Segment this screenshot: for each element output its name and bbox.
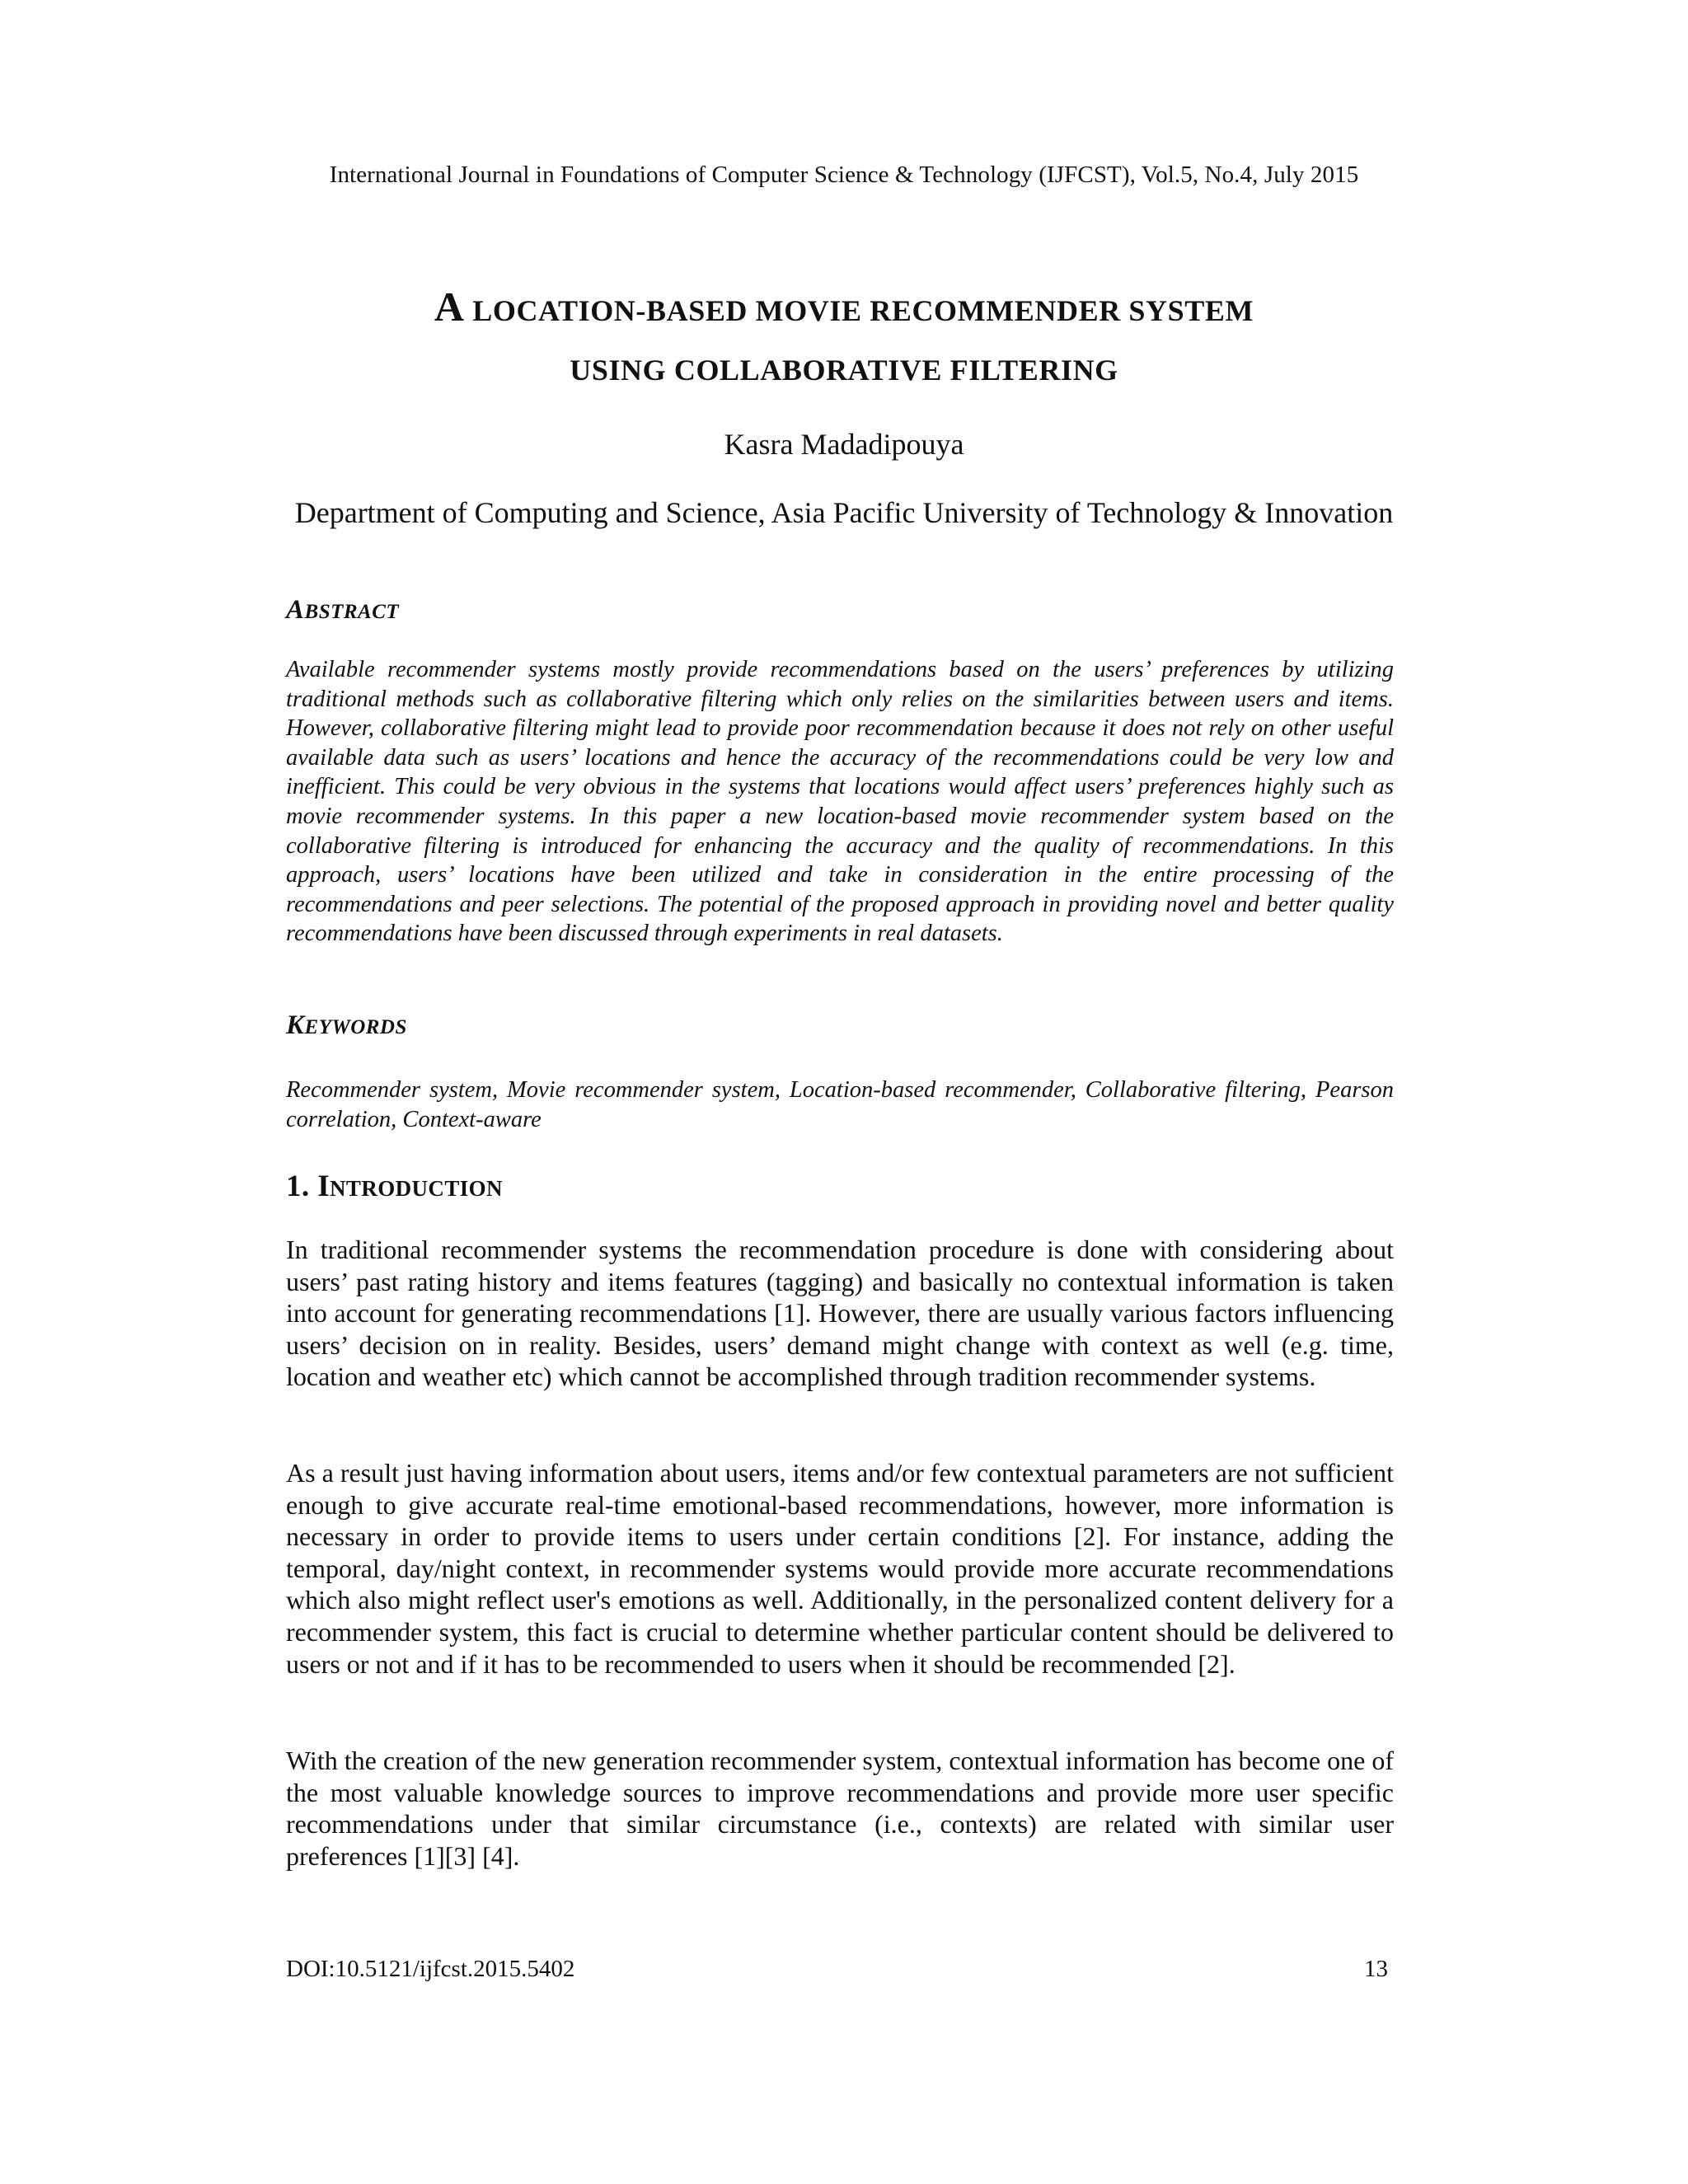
footer-doi: DOI:10.5121/ijfcst.2015.5402 <box>286 1956 575 1982</box>
title-line-2: USING COLLABORATIVE FILTERING <box>570 354 1118 387</box>
introduction-heading-initial: I <box>317 1169 331 1203</box>
abstract-heading <box>286 595 399 626</box>
keywords-heading <box>286 1010 407 1041</box>
title-initial: A <box>434 284 465 330</box>
title-line-1 <box>280 277 1408 340</box>
introduction-heading <box>286 1169 503 1204</box>
keywords-text: Recommender system, Movie recommender system, Location-based recommender, Collaborative filtering, Pearson correlation, Context-aware <box>286 1077 1394 1132</box>
introduction-paragraph-2: As a result just having information about users, items and/or few contextual parameters are not sufficient enough to give accurate real-time emotional-based recommendations, however, more information is necessary in order to provide items to users under certain conditions [2]. For instance, adding the temporal, day/night context, in recommender systems would provide more accurate recommendations which also might reflect user's emotions as well. Additionally, in the personalized content delivery for a recommender system, this fact is crucial to determine whether particular content should be delivered to users or not and if it has to be recommended to users when it should be recommended [2]. <box>286 1458 1394 1679</box>
running-header: International Journal in Foundations of Computer Science & Technology (IJFCST), Vol.5, No.4, July 2015 <box>329 162 1359 188</box>
author-name: Kasra Madadipouya <box>724 428 964 461</box>
keywords-heading-initial: K <box>286 1010 305 1040</box>
abstract-heading-rest: BSTRACT <box>304 601 400 623</box>
abstract-heading-initial: A <box>286 595 305 625</box>
paper-title <box>280 277 1408 400</box>
introduction-heading-number: 1. <box>286 1169 318 1203</box>
introduction-paragraph-1: In traditional recommender systems the recommendation procedure is done with considering about users’ past rating history and items features (tagging) and basically no contextual information is taken into account for generating recommendations [1]. However, there are usually various factors influencing users’ decision on in reality. Besides, users’ demand might change with context as well (e.g. time, location and weather etc) which cannot be accomplished through tradition recommender systems. <box>286 1235 1394 1392</box>
introduction-heading-rest: NTRODUCTION <box>330 1176 503 1201</box>
abstract-text: Available recommender systems mostly provide recommendations based on the users’ preferences by utilizing traditional methods such as collaborative filtering which only relies on the similarities between users and items. However, collaborative filtering might lead to provide poor recommendation because it does not rely on other useful available data such as users’ locations and hence the accuracy of the recommendations could be very low and inefficient. This could be very obvious in the systems that locations would affect users’ preferences highly such as movie recommender systems. In this paper a new location-based movie recommender system based on the collaborative filtering is introduced for enhancing the accuracy and the quality of recommendations. In this approach, users’ locations have been utilized and take in consideration in the entire processing of the recommendations and peer selections. The potential of the proposed approach in providing novel and better quality recommendations have been discussed through experiments in real datasets. <box>286 657 1394 947</box>
keywords-heading-rest: EYWORDS <box>304 1016 407 1038</box>
introduction-paragraph-3: With the creation of the new generation recommender system, contextual information has become one of the most valuable knowledge sources to improve recommendations and provide more user specific recommendations under that similar circumstance (i.e., contexts) are related with similar user preferences [1][3] [4]. <box>286 1746 1394 1871</box>
author-affiliation: Department of Computing and Science, Asia Pacific University of Technology & Innovation <box>294 496 1394 529</box>
footer-page-number: 13 <box>1364 1956 1388 1982</box>
title-line-1-rest: LOCATION-BASED MOVIE RECOMMENDER SYSTEM <box>464 294 1254 327</box>
